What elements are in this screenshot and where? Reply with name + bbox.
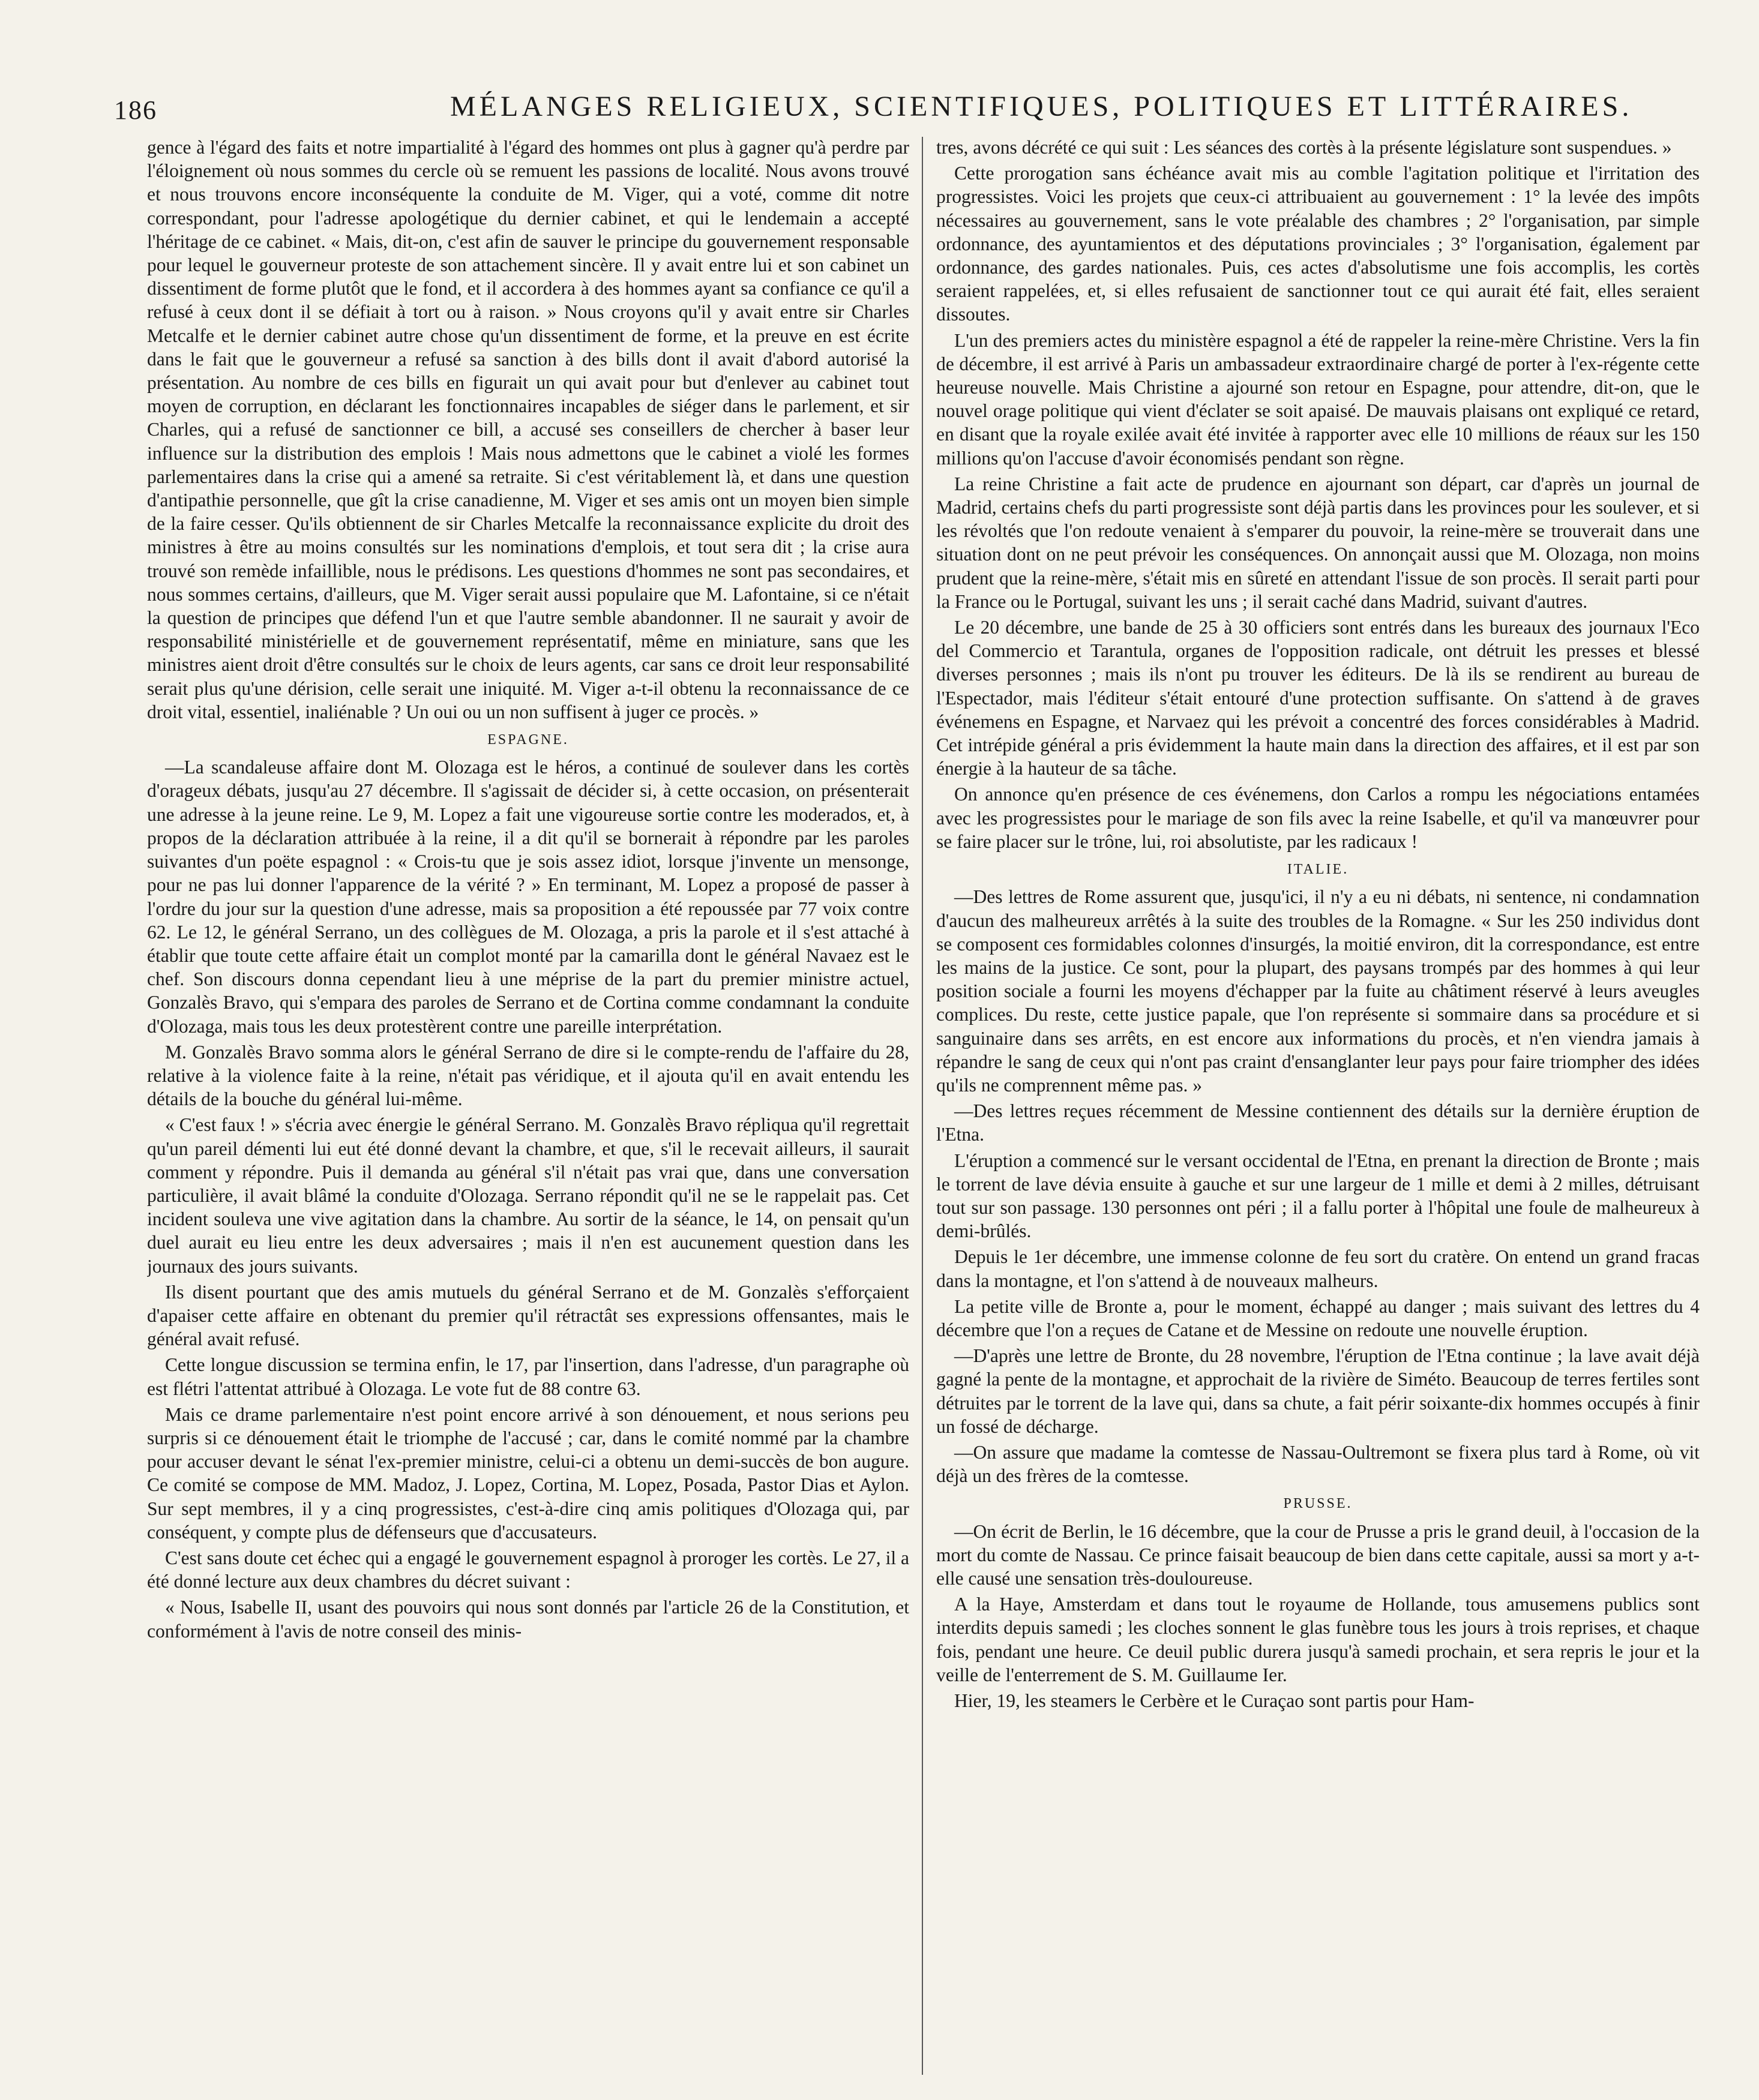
paragraph: C'est sans doute cet échec qui a engagé le gouvernement espagnol à proroger les cortès. Le 27, il a été donné lecture aux deux chambres du décret suivant : [147, 1547, 909, 1592]
paragraph: « Nous, Isabelle II, usant des pouvoirs qui nous sont donnés par l'article 26 de la Constitution, et conformément à l'avis de notre conseil des minis- [147, 1597, 909, 1642]
paragraph: tres, avons décrété ce qui suit : Les séances des cortès à la présente législature sont suspendues. » [936, 137, 1672, 158]
paragraph: Depuis le 1er décembre, une immense colonne de feu sort du cratère. On entend un grand fracas dans la montagne, et l'on s'attend à de nouveaux malheurs. [936, 1246, 1700, 1291]
section-heading-prusse: PRUSSE. [1283, 1496, 1353, 1512]
paragraph: Mais ce drame parlementaire n'est point encore arrivé à son dénouement, et nous serions peu surpris si ce dénouement était le triomphe de l'accusé ; car, dans le comité nommé par la chambre pour accuser devant le sénat l'ex-premier ministre, celui-ci a obtenu un demi-succès de bon augure. Ce comité se compose de MM. Madoz, J. Lopez, Cortina, M. Lopez, Posada, Pastor Dias et Aylon. Sur sept membres, il y a cinq progressistes, c'est-à-dire cinq amis politiques d'Olozaga qui, par conséquent, y compte plus de défenseurs que d'accusateurs. [147, 1403, 909, 1543]
paragraph: —On assure que madame la comtesse de Nassau-Oultremont se fixera plus tard à Rome, où vit déjà un des frères de la comtesse. [936, 1441, 1700, 1487]
paragraph: La petite ville de Bronte a, pour le moment, échappé au danger ; mais suivant des lettres du 4 décembre que l'on a reçues de Catane et de Messine on redoute une nouvelle éruption. [936, 1295, 1700, 1340]
paragraph: Cette prorogation sans échéance avait mis au comble l'agitation politique et l'irritation des progressistes. Voici les projets que ceux-ci attribuaient au gouvernement : 1° la levée des impôts nécessaires au gouvernement, sans le vote préalable des chambres ; 2° l'organisation, par simple ordonnance, des ayuntamientos et des députations provinciales ; 3° l'organisation, également par ordonnance, des gardes nationales. Puis, ces actes d'absolutisme une fois accomplis, les cortès seraient rappelées, et, si elles refusaient de sanctionner tout ce qui aurait été fait, elles seraient dissoutes. [936, 163, 1700, 325]
paragraph: A la Haye, Amsterdam et dans tout le royaume de Hollande, tous amusemens publics sont interdits depuis samedi ; les cloches sonnent le glas funèbre tous les jours à trois reprises, et chaque fois, pendant une heure. Ce deuil public durera jusqu'à samedi prochain, et sera repris le jour et la veille de l'enterrement de S. M. Guillaume Ier. [936, 1594, 1700, 1685]
paragraph: —D'après une lettre de Bronte, du 28 novembre, l'éruption de l'Etna continue ; la lave avait déjà gagné la pente de la montagne, et approchait de la rivière de Siméto. Beaucoup de terres fertiles sont détruites par le torrent de la lave qui, dans sa chute, a fait périr soixante-dix hommes occupés à finir un fossé de décharge. [936, 1345, 1700, 1437]
paragraph: Cette longue discussion se termina enfin, le 17, par l'insertion, dans l'adresse, d'un paragraphe où est flétri l'attentat attribué à Olozaga. Le vote fut de 88 contre 63. [147, 1354, 909, 1399]
paragraph: On annonce qu'en présence de ces événemens, don Carlos a rompu les négociations entamées avec les progressistes pour le mariage de son fils avec la reine Isabelle, et qu'il va manœuvrer pour se faire placer sur le trône, lui, roi absolutiste, par les radicaux ! [936, 784, 1700, 852]
section-heading-espagne: ESPAGNE. [487, 732, 569, 748]
paragraph: L'un des premiers actes du ministère espagnol a été de rappeler la reine-mère Christine. Vers la fin de décembre, il est arrivé à Paris un ambassadeur extraordinaire chargé de porter à l'ex-régente cette heureuse nouvelle. Mais Christine a ajourné son retour en Espagne, pour attendre, dit-on, que le nouvel orage politique qui vient d'éclater se soit apaisé. De mauvais plaisans ont expliqué ce retard, en disant que la royale exilée avait été invitée à rapporter avec elle 10 millions de réaux sur les 150 millions qu'on l'accuse d'avoir économisés pendant son règne. [936, 329, 1700, 469]
paragraph: —La scandaleuse affaire dont M. Olozaga est le héros, a continué de soulever dans les cortès d'orageux débats, jusqu'au 27 décembre. Il s'agissait de décider si, à cette occasion, on présenterait une adresse à la jeune reine. Le 9, M. Lopez a fait une vigoureuse sortie contre les moderados, et, à propos de la déclaration attribuée à la reine, il a dit qu'il se bornerait à répondre par les paroles suivantes d'un poëte espagnol : « Crois-tu que je sois assez idiot, lorsque j'invente un mensonge, pour ne pas lui donner l'apparence de la vérité ? » En terminant, M. Lopez a proposé de passer à l'ordre du jour sur la question d'une adresse, mais sa proposition a été repoussée par 77 voix contre 62. Le 12, le général Serrano, un des collègues de M. Olozaga, a pris la parole et il s'est attaché à établir que toute cette affaire était un complot monté par la camarilla dont le général Navaez est le chef. Son discours donna cependant lieu à une méprise de la part du premier ministre actuel, Gonzalès Bravo, qui s'empara des paroles de Serrano et de Cortina comme condamnant la conduite d'Olozaga, mais tous les deux protestèrent contre une pareille interprétation. [147, 757, 909, 1037]
section-heading-italie: ITALIE. [1287, 862, 1349, 878]
column-rule [922, 137, 923, 2075]
right-column [936, 136, 1700, 2080]
left-column [147, 136, 909, 2080]
paragraph: M. Gonzalès Bravo somma alors le général Serrano de dire si le compte-rendu de l'affaire du 28, relative à la violence faite à la reine, n'était pas véridique, et il ajouta qu'il en avait entendu les détails de la bouche du général lui-même. [147, 1041, 909, 1110]
paragraph: Le 20 décembre, une bande de 25 à 30 officiers sont entrés dans les bureaux des journaux l'Eco del Commercio et Tarantula, organes de l'opposition radicale, ont détruit les presses et blessé diverses personnes ; mais ils n'ont pu trouver les éditeurs. De là ils se rendirent au bureau de l'Espectador, mais l'éditeur s'était entouré d'une protection suffisante. On s'attend à de graves événemens en Espagne, et Narvaez qui les prévoit a concentré des forces considérables à Madrid. Cet intrépide général a pris évidemment la haute main dans la direction des affaires, et il est par son énergie à la hauteur de sa tâche. [936, 617, 1700, 779]
page-header [114, 90, 1674, 132]
paragraph: —Des lettres reçues récemment de Messine contiennent des détails sur la dernière éruption de l'Etna. [936, 1100, 1700, 1145]
running-title: MÉLANGES RELIGIEUX, SCIENTIFIQUES, POLITIQUES ET LITTÉRAIRES. [450, 91, 1633, 122]
paragraph: —On écrit de Berlin, le 16 décembre, que la cour de Prusse a pris le grand deuil, à l'occasion de la mort du comte de Nassau. Ce prince faisait beaucoup de bien dans cette capitale, aussi sa mort y a-t-elle causé une sensation très-douloureuse. [936, 1520, 1700, 1589]
paragraph: Hier, 19, les steamers le Cerbère et le Curaçao sont partis pour Ham- [954, 1690, 1475, 1711]
paragraph: gence à l'égard des faits et notre impartialité à l'égard des hommes ont plus à gagner qu'à perdre par l'éloignement où nous sommes du cercle où se remuent les passions de localité. Nous avons trouvé et nous trouvons encore inconséquente la conduite de M. Viger, qui a voté, comme dit notre correspondant, pour l'adresse apologétique du dernier cabinet, et qui le lendemain a accepté l'héritage de ce cabinet. « Mais, dit-on, c'est afin de sauver le principe du gouvernement responsable pour lequel le gouverneur proteste de son attachement sincère. Il y avait entre lui et son cabinet un dissentiment de forme plutôt que le fond, et il accordera à des hommes ayant sa confiance ce qu'il a refusé à ceux dont il se défiait à tort ou à raison. » Nous croyons qu'il y avait entre sir Charles Metcalfe et le dernier cabinet autre chose qu'un dissentiment de forme, et la preuve en est écrite dans le fait que le gouverneur a refusé sa sanction à des bills dont il avait d'abord autorisé la présentation. Au nombre de ces bills en figurait un qui avait pour but d'enlever au cabinet tout moyen de corruption, en déclarant les fonctionnaires incapables de siéger dans le parlement, et sir Charles, qui a refusé de sanctionner ce bill, a accusé ses conseillers de chercher à baser leur influence sur la distribution des emplois ! Mais nous admettons que le cabinet a violé les formes parlementaires dans la crise qui a amené sa retraite. Si c'est véritablement là, et dans une question d'antipathie personnelle, que gît la crise canadienne, M. Viger et ses amis ont un moyen bien simple de la faire cesser. Qu'ils obtiennent de sir Charles Metcalfe la reconnaissance explicite du droit des ministres à être au moins consultés sur les nominations d'emplois, et tout sera dit ; la crise aura trouvé son remède infaillible, nous le prédisons. Les questions d'hommes ne sont pas secondaires, et nous sommes certains, d'ailleurs, que M. Viger serait aussi populaire que M. Lafontaine, si ce n'était la question de principes que défend l'un et que l'autre semble abandonner. Il ne saurait y avoir de responsabilité ministérielle et de gouvernement représentatif, même en miniature, sans que les ministres aient droit d'être consultés sur le choix de leurs agents, car sans ce droit leur responsabilité serait plus qu'une dérision, celle serait une iniquité. M. Viger a-t-il obtenu la reconnaissance de ce droit vital, essentiel, inaliénable ? Un oui ou un non suffisent à juger ce procès. » [147, 137, 909, 722]
paragraph: « C'est faux ! » s'écria avec énergie le général Serrano. M. Gonzalès Bravo répliqua qu'il regrettait qu'un pareil démenti lui eut été donné devant la chambre, et que, s'il le recevait ailleurs, il saurait comment y répondre. Puis il demanda au général s'il n'était pas vrai que, dans une conversation particulière, il avait blâmé la conduite d'Olozaga. Serrano répondit qu'il ne se le rappelait pas. Cet incident souleva une vive agitation dans la chambre. Au sortir de la séance, le 14, on pensait qu'un duel aurait eu lieu entre les deux adversaires ; mais il n'en est aucunement question dans les journaux des jours suivants. [147, 1114, 909, 1277]
paragraph: —Des lettres de Rome assurent que, jusqu'ici, il n'y a eu ni débats, ni sentence, ni condamnation d'aucun des malheureux arrêtés à la suite des troubles de la Romagne. « Sur les 250 individus dont se composent ces formidables colonnes d'insurgés, la moitié environ, dit la correspondance, est entre les mains de la justice. Ce sont, pour la plupart, des paysans trompés par des hommes à qui leur position sociale a fourni les moyens d'échapper par la fuite au châtiment réservé à leurs aveugles complices. Du reste, cette justice papale, que l'on représente si sommaire dans sa procédure et si sanguinaire dans ses arrêts, en est encore aux informations du procès, et n'en viendra jamais à répandre le sang de ceux qui n'ont pas craint d'ensanglanter leur pays pour faire triompher des idées qu'ils ne comprennent même pas. » [936, 886, 1700, 1096]
paragraph: La reine Christine a fait acte de prudence en ajournant son départ, car d'après un journal de Madrid, certains chefs du parti progressiste sont déjà partis dans les provinces pour les soulever, et si les révoltés que l'on redoute venaient à s'emparer du pouvoir, la reine-mère se trouverait dans une situation dont on ne peut prévoir les conséquences. On annonçait aussi que M. Olozaga, non moins prudent que la reine-mère, s'était mis en sûreté en attendant l'issue de son procès. Il serait parti pour la France ou le Portugal, suivant les uns ; il serait caché dans Madrid, suivant d'autres. [936, 473, 1700, 612]
page-number: 186 [114, 95, 157, 125]
paragraph: L'éruption a commencé sur le versant occidental de l'Etna, en prenant la direction de Bronte ; mais le torrent de lave dévia ensuite à gauche et sur une largeur de 1 mille et demi à 2 milles, détruisant tout sur son passage. 130 personnes ont péri ; il a fallu porter à l'hôpital une foule de malheureux à demi-brûlés. [936, 1150, 1700, 1242]
paragraph: Ils disent pourtant que des amis mutuels du général Serrano et de M. Gonzalès s'efforçaient d'apaiser cette affaire en obtenant du premier qu'il rétractât ses expressions offensantes, mais le général avait refusé. [147, 1281, 909, 1350]
